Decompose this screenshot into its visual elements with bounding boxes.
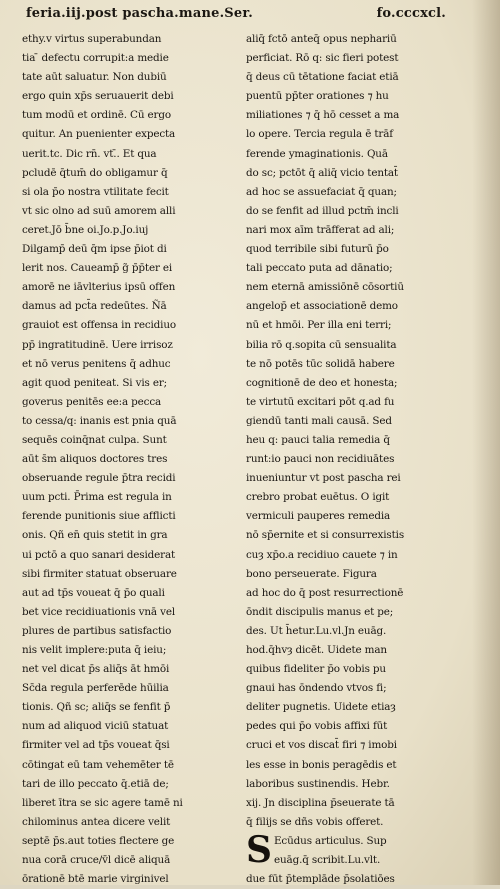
text-line: grauiot est offensa in recidiuo: [22, 319, 176, 332]
text-line: les esse in bonis peragēdis et: [246, 758, 397, 771]
text-line: net vel dicat p̄s aliq̄s āt hmōi: [22, 663, 170, 676]
text-line: ethy.v virtus superabundan: [22, 33, 162, 45]
text-line: si ola p̄o nostra vtilitate fecit: [22, 185, 169, 198]
text-line: chilominus antea dicere velit: [22, 815, 171, 828]
text-line: firmiter vel ad tp̄s voueat q̄si: [22, 739, 170, 752]
text-line: aliq̄ fctō anteq̄ opus nephariū: [246, 33, 397, 45]
text-line: goverus penitēs ee:a pecca: [22, 395, 162, 408]
text-line: ergo quin xp̄s seruauerit debi: [22, 90, 174, 103]
text-line: miliationes ⁊ q̄ hō cesset a ma: [246, 109, 400, 122]
text-line: aut ad tp̄s voueat q̄ p̄o quali: [22, 586, 165, 599]
text-line: heu q: pauci talia remedia q̄: [246, 433, 390, 446]
text-line: pcludē q̄tum̄ do obligamur q̄: [22, 166, 168, 179]
text-line: deliter pugnetis. Uidete etiaȝ: [246, 701, 396, 714]
text-line: lerit nos. Caueamp̄ g̃ p̄p̄ter ei: [22, 262, 173, 275]
text-line: runt:io pauci non recidiuātes: [246, 453, 395, 466]
text-line: agit quod peniteat. Si vis er;: [22, 376, 168, 389]
text-line: cruci et vos discat̄ firi ⁊ imobi: [246, 739, 397, 752]
text-line: nō sp̄ernite et si consurrexistis: [246, 529, 405, 542]
text-line: sibi firmiter statuat obseruare: [22, 567, 177, 580]
text-line: tum modū et ordinē. Cū ergo: [22, 109, 171, 122]
text-line: et nō verus penitens q̄ adhuc: [22, 357, 171, 370]
text-line: giendū tanti mali causā. Sed: [246, 414, 392, 427]
text-line: uerit.tc. Dic rn̄. vt.̄. Et qua: [22, 147, 157, 160]
text-line: pp̄ ingratitudinē. Uere irrisoz: [22, 338, 173, 351]
text-line: tari de illo peccato q̄.etiā de;: [22, 777, 169, 790]
text-line: ceret.Jō b̄ne oi.Jo.p.Jo.iuj: [22, 223, 149, 236]
text-line: q̄ filijs se dñs vobis offeret.: [246, 815, 384, 828]
text-line: ui pctō a quo sanari desiderat: [22, 548, 176, 561]
article-opening: [246, 828, 472, 889]
text-line: amorē ne iāvlterius ipsū offen: [22, 281, 176, 294]
left-text-column: [22, 30, 240, 889]
text-line: cōtingat eū tam vehemēter tē: [22, 758, 174, 771]
text-line: ad hoc se assuefaciat q̄ quan;: [246, 185, 397, 198]
text-line: ferende ymaginationis. Quā: [246, 147, 388, 160]
text-line: lo opere. Tercia regula ē trāf: [246, 128, 393, 141]
text-line: damus ad pct̄a redeūtes. Ñā: [22, 300, 167, 313]
text-line: ōndit discipulis manus et pe;: [246, 605, 394, 618]
text-line: puentū pp̄ter orationes ⁊ hu: [246, 90, 389, 103]
text-line: ad hoc do q̄ post resurrectionē: [246, 586, 404, 599]
text-line: quitur. An puenienter expecta: [22, 128, 176, 141]
folio-number: fo.cccxcl.: [376, 6, 446, 21]
text-line: due fūt p̄templāde p̄solatiōes: [246, 873, 395, 886]
running-title: feria.iij.post pascha.mane.Ser.: [26, 6, 253, 21]
text-line: quod terribile sibi futurū p̄o: [246, 243, 389, 256]
text-line: perficiat. Rō q: sic fieri potest: [246, 52, 399, 65]
text-line: pedes qui p̄o vobis affixi fūt: [246, 720, 388, 733]
text-line: nis velit implere:puta q̄ ieiu;: [22, 644, 167, 656]
text-line: num ad aliquod viciū statuat: [22, 720, 169, 733]
text-line: tali peccato puta ad dānatio;: [246, 262, 393, 275]
text-line: angelop̄ et associationē demo: [246, 300, 398, 313]
text-line: septē p̄s.aut toties flectere ge: [22, 834, 175, 847]
text-line: aūt s̄m aliquos doctores tres: [22, 453, 168, 466]
page-header: [26, 6, 446, 28]
text-line: do sc; pctōt q̄ aliq̄ vicio tentat̄: [246, 166, 398, 179]
text-line: tate aūt saluatur. Non dubiū: [22, 71, 167, 84]
text-line: bono perseuerate. Figura: [246, 567, 377, 580]
text-line: vermiculi pauperes remedia: [246, 510, 391, 523]
text-line: te virtutū excitari pōt q.ad fu: [246, 395, 395, 408]
text-line: nua corā cruce/v̄l dicē aliquā: [22, 854, 171, 867]
text-line: quibus fideliter p̄o vobis pu: [246, 663, 386, 676]
text-line: obseruande regule p̄tra recidi: [22, 472, 176, 485]
text-line: uum pcti. P̄rima est regula in: [22, 491, 172, 504]
text-line: nū et hmōi. Per illa eni terri;: [246, 319, 392, 332]
text-line: nari mox aīm trāfferat ad ali;: [246, 223, 395, 236]
text-line: laboribus sustinendis. Hebr.: [246, 777, 390, 790]
text-line: crebro probat euētus. O igit: [246, 491, 390, 504]
text-line: inueniuntur vt post pascha rei: [246, 472, 401, 485]
text-line: vt sic olno ad suū amorem alli: [22, 204, 176, 217]
text-line: bet vice recidiuationis vnā vel: [22, 605, 176, 618]
text-line: cuȝ xp̄o.a recidiuo cauete ⁊ in: [246, 548, 398, 561]
text-line: sequēs coinq̄nat culpa. Sunt: [22, 433, 167, 446]
text-line: to cessa/q: inanis est pnia quā: [22, 414, 177, 427]
text-line: des. Ut h̄etur.Lu.vl.Jn euāg.: [246, 624, 387, 637]
text-line: tionis. Qñ sc; aliq̄s se fenfit p̄: [22, 701, 171, 714]
text-line: plures de partibus satisfactio: [22, 624, 172, 637]
text-line: nem eternā amissiōnē cōsortiū: [246, 281, 404, 294]
text-line: tia ̄ defectu corrupit:a medie: [22, 52, 169, 65]
text-line: Ecūdus articulus. Sup: [274, 834, 387, 847]
right-text-column: [246, 30, 472, 889]
text-line: do se fenfit ad illud pctm̄ incli: [246, 204, 399, 217]
text-line: ferende punitionis siue afflicti: [22, 510, 176, 523]
text-line: euāg.q̄ scribit.Lu.vlt.: [274, 854, 381, 867]
text-line: Dilgamp̄ deū q̄m ipse p̄iot di: [22, 243, 167, 256]
text-line: liberet ītra se sic agere tamē ni: [22, 796, 183, 809]
text-line: bilia rō q.sopita cū sensualita: [246, 338, 397, 351]
text-line: Sc̄da regula perferēde hūilia: [22, 682, 169, 695]
text-line: hod.q̄hvȝ dicēt. Uidete man: [246, 644, 387, 656]
text-line: te nō potēs tūc solidā habere: [246, 357, 395, 370]
text-line: onis. Qñ en̄ quis stetit in gra: [22, 529, 168, 542]
text-line: cognitionē de deo et honesta;: [246, 376, 398, 389]
text-line: q̄ deus cū tētatione faciat etiā: [246, 71, 399, 84]
text-line: ōrationē btē marie virginivel: [22, 873, 169, 886]
decorated-initial: S: [246, 828, 272, 871]
text-line: xij. Jn disciplina p̄seuerate tā: [246, 796, 395, 809]
text-line: gnaui has ōndendo vtvos fi;: [246, 682, 387, 695]
